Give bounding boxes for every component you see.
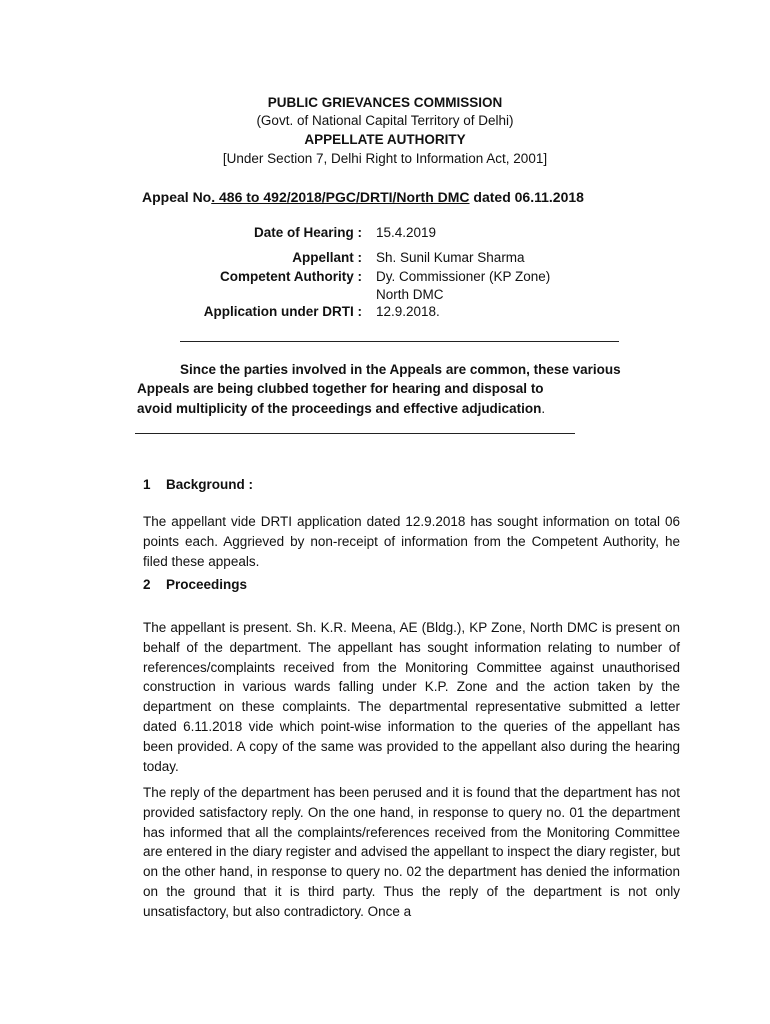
divider-top: [180, 341, 619, 342]
proceedings-heading: [143, 577, 247, 592]
background-title: Background :: [166, 477, 254, 492]
background-paragraph: The appellant vide DRTI application dated 12.9.2018 has sought information on total 06 points each. Aggrieved by non-receipt of information from the Competent Authority, he filed these appeals.: [143, 514, 680, 569]
hearing-value: 15.4.2019: [376, 225, 437, 240]
appeal-number: . 486 to 492/2018/PGC/DRTI/North DMC: [211, 189, 470, 205]
proceedings-title: Proceedings: [166, 577, 248, 592]
authority-value-line-2: North DMC: [376, 287, 444, 302]
authority-value-line-1: Dy. Commissioner (KP Zone): [376, 269, 551, 284]
summary-line-3-end: .: [541, 401, 546, 416]
summary-line-3: [137, 399, 545, 419]
application-label: Application under DRTI :: [203, 304, 362, 319]
background-number: 1: [143, 477, 151, 492]
appeal-prefix: Appeal No: [142, 189, 212, 205]
section-reference: [Under Section 7, Delhi Right to Information Act, 2001]: [222, 151, 548, 166]
summary-line-2: Appeals are being clubbed together for hearing and disposal to: [137, 381, 544, 396]
govt-subtitle: (Govt. of National Capital Territory of Delhi): [256, 113, 514, 128]
authority-title: APPELLATE AUTHORITY: [304, 132, 466, 147]
appeal-number-line: [142, 189, 584, 205]
summary-line-3-text: avoid multiplicity of the proceedings and effective adjudication: [137, 401, 542, 416]
commission-title: PUBLIC GRIEVANCES COMMISSION: [267, 95, 503, 110]
authority-label: Competent Authority :: [220, 269, 362, 284]
summary-line-1: Since the parties involved in the Appeals are common, these various: [180, 362, 621, 377]
appellant-label: Appellant :: [292, 250, 362, 265]
hearing-label: Date of Hearing :: [253, 225, 362, 240]
appeal-date: dated 06.11.2018: [469, 189, 584, 205]
proceedings-paragraph-1: The appellant is present. Sh. K.R. Meena, AE (Bldg.), KP Zone, North DMC is present on behalf of the department. The appellant has sought information relating to number of references/complaints received from the Monitoring Committee against unauthorised construction in various wards falling under K.P. Zone and the action taken by the department on these complaints. The departmental representative submitted a letter dated 6.11.2018 vide which point-wise information to the queries of the appellant has been provided. A copy of the same was provided to the appellant also during the hearing today.: [143, 620, 680, 774]
application-value: 12.9.2018.: [376, 304, 440, 319]
background-heading: [143, 477, 253, 492]
appellant-value: Sh. Sunil Kumar Sharma: [376, 250, 525, 265]
proceedings-paragraph-2: The reply of the department has been perused and it is found that the department has not provided satisfactory reply. On the one hand, in response to query no. 01 the department has informed that all the complaints/references received from the Monitoring Committee are entered in the diary register and advised the appellant to inspect the diary register, but on the other hand, in response to query no. 02 the department has denied the information on the ground that it is third party. Thus the reply of the department is not only unsatisfactory, but also contradictory. Once a: [143, 785, 680, 919]
proceedings-number: 2: [143, 577, 151, 592]
divider-bottom: [135, 433, 575, 434]
